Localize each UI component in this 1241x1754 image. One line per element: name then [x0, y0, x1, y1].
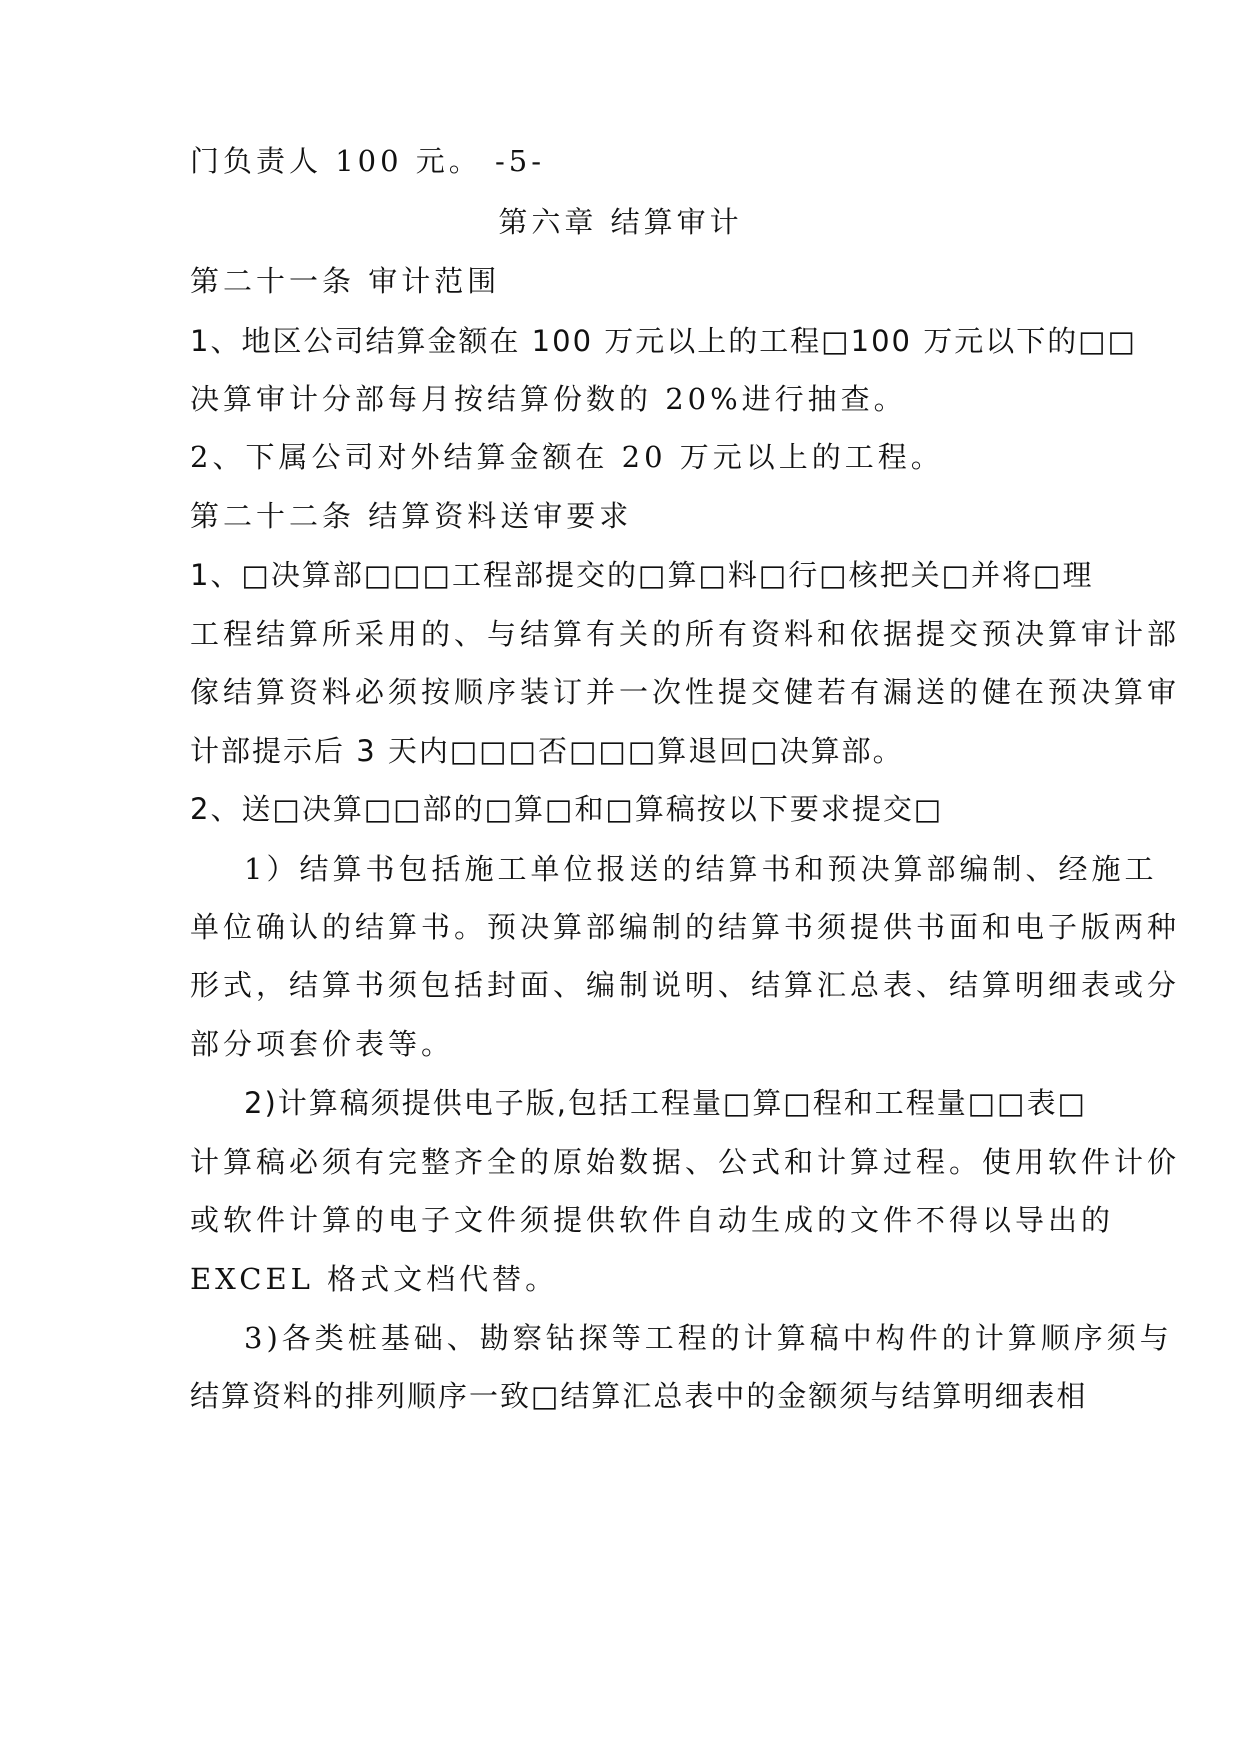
article-22-item-1-cont-2: 傢结算资料必须按顺序装订并一次性提交健若有漏送的健在预决算审: [190, 675, 1181, 709]
sub-item-1-cont-3: 部分项套价表等。: [190, 1027, 455, 1061]
sub-item-2-cont-2: 或软件计算的电子文件须提供软件自动生成的文件不得以导出的: [190, 1203, 1115, 1237]
article-22-heading: 第二十二条 结算资料送审要求: [190, 499, 633, 533]
article-21-item-1-cont: 决算审计分部每月按结算份数的 20%进行抽查。: [190, 382, 907, 416]
article-22-item-2: 2、送□决算□□部的□算□和□算稿按以下要求提交□: [190, 792, 944, 826]
sub-item-2: 2)计算稿须提供电子版,包括工程量□算□程和工程量□□表□: [244, 1086, 1087, 1120]
sub-item-3-cont-1: 结算资料的排列顺序一致□结算汇总表中的金额须与结算明细表相: [190, 1379, 1088, 1413]
sub-item-2-cont-1: 计算稿必须有完整齐全的原始数据、公式和计算过程。使用软件计价: [190, 1145, 1181, 1179]
article-21-item-1: 1、地区公司结算金额在 100 万元以上的工程□100 万元以下的□□: [190, 324, 1138, 358]
article-22-item-1: 1、□决算部□□□工程部提交的□算□料□行□核把关□并将□理: [190, 558, 1094, 592]
article-22-item-1-cont-1: 工程结算所采用的、与结算有关的所有资料和依据提交预决算审计部: [190, 617, 1181, 651]
sub-item-1-cont-2: 形式，结算书须包括封面、编制说明、结算汇总表、结算明细表或分: [190, 968, 1181, 1002]
sub-item-1-cont-1: 单位确认的结算书。预决算部编制的结算书须提供书面和电子版两种: [190, 910, 1181, 944]
article-21-item-2: 2、下属公司对外结算金额在 20 万元以上的工程。: [190, 440, 944, 474]
text-line-continuation: 门负责人 100 元。 -5-: [190, 144, 546, 178]
sub-item-3: 3)各类桩基础、勘察钻探等工程的计算稿中构件的计算顺序须与: [244, 1321, 1173, 1355]
chapter-heading: 第六章 结算审计: [498, 205, 743, 239]
article-21-heading: 第二十一条 审计范围: [190, 264, 501, 298]
sub-item-2-cont-3: EXCEL 格式文档代替。: [190, 1262, 559, 1296]
sub-item-1: 1）结算书包括施工单位报送的结算书和预决算部编制、经施工: [244, 852, 1158, 886]
article-22-item-1-cont-3: 计部提示后 3 天内□□□否□□□算退回□决算部。: [190, 734, 904, 768]
